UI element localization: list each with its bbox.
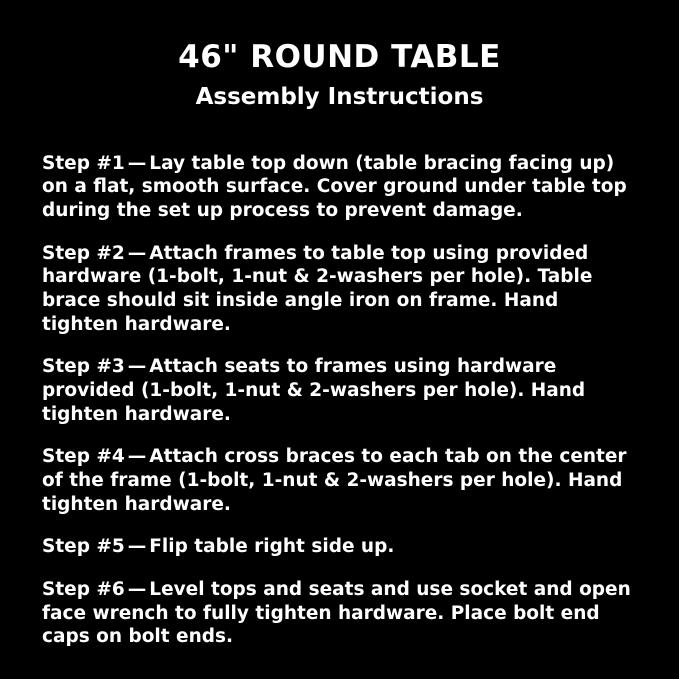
step-separator: —	[127, 356, 147, 378]
step-separator: —	[127, 536, 147, 558]
step-separator: —	[127, 579, 147, 601]
page-subtitle: Assembly Instructions	[195, 83, 484, 110]
step-label: Step #3	[42, 356, 125, 378]
step-text: Attach frames to table top using provided hardware (1-bolt, 1-nut & 2-washers per hole). Table brace should sit inside angle iron on frame. Hand tighten hardware.	[42, 242, 593, 335]
step-item	[42, 445, 637, 516]
step-separator: —	[127, 446, 147, 468]
page-title: 46" ROUND TABLE	[178, 39, 501, 75]
steps-list	[42, 133, 637, 649]
step-text: Attach cross braces to each tab on the center of the frame (1-bolt, 1-nut & 2-washers per hole). Hand tighten hardware.	[42, 446, 627, 515]
step-item	[42, 152, 637, 223]
step-item	[42, 242, 637, 337]
step-separator: —	[127, 242, 147, 264]
step-text: Flip table right side up.	[149, 536, 395, 558]
step-label: Step #4	[42, 446, 125, 468]
step-item	[42, 578, 637, 649]
step-label: Step #1	[42, 152, 125, 174]
step-label: Step #2	[42, 242, 125, 264]
step-text: Lay table top down (table bracing facing up) on a flat, smooth surface. Cover ground under table top during the set up process to prevent damage.	[42, 152, 627, 222]
step-item	[42, 535, 637, 559]
step-separator: —	[127, 152, 147, 174]
step-text: Level tops and seats and use socket and open face wrench to fully tighten hardware. Place bolt end caps on bolt ends.	[42, 579, 631, 648]
step-item	[42, 355, 637, 426]
step-text: Attach seats to frames using hardware provided (1-bolt, 1-nut & 2-washers per hole). Hand tighten hardware.	[42, 356, 586, 425]
step-label: Step #5	[42, 536, 125, 558]
step-label: Step #6	[42, 579, 125, 601]
